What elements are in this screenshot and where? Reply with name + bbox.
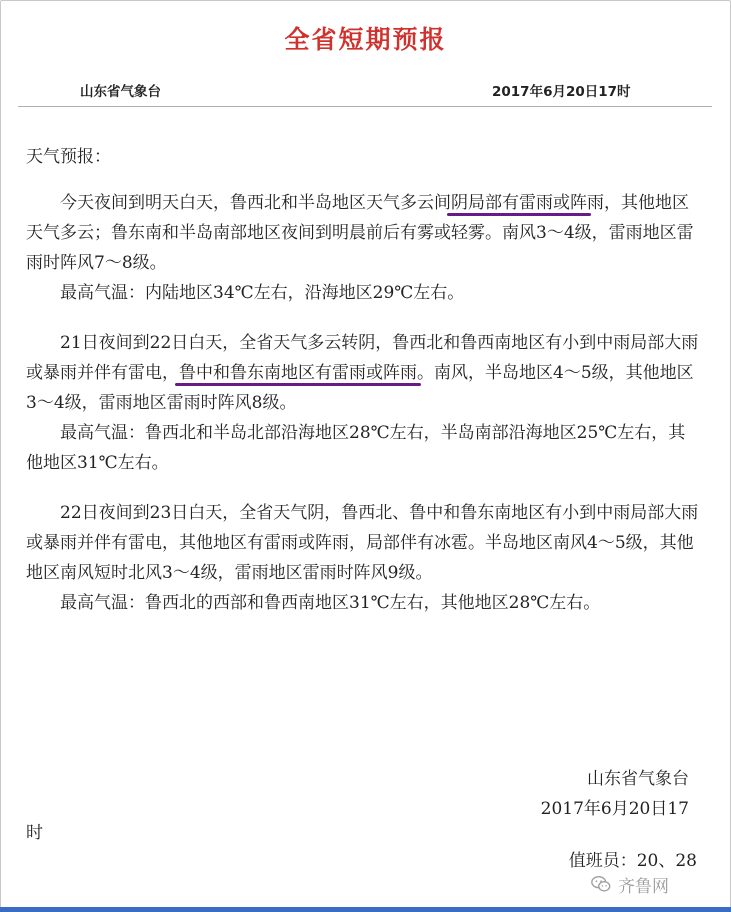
section2-highlight-2: 鲁中和鲁东南地区有雷雨或阵雨 bbox=[179, 363, 417, 383]
section1-highlight-1: 阴局部有雷雨或阵 bbox=[451, 193, 587, 213]
watermark-text: 齐鲁网 bbox=[618, 876, 669, 897]
section1-temperature: 最高气温：内陆地区34℃左右，沿海地区29℃左右。 bbox=[60, 283, 465, 303]
issuer-label: 山东省气象台 bbox=[80, 84, 161, 100]
section2-text-b: ， bbox=[162, 363, 179, 383]
section3-temperature: 最高气温：鲁西北的西部和鲁西南地区31℃左右，其他地区28℃左右。 bbox=[60, 593, 601, 613]
header-divider bbox=[18, 106, 712, 107]
duty-officer: 值班员：20、28 bbox=[568, 851, 697, 871]
signature-block bbox=[541, 764, 689, 824]
section1-text-a: 今天夜间到明天白天，鲁西北和半岛地区天气多云间 bbox=[60, 193, 451, 213]
forecast-heading: 天气预报： bbox=[26, 147, 111, 167]
section2-temperature: 最高气温：鲁西北和半岛北部沿海地区28℃左右，半岛南部沿海地区25℃左右，其他地区31℃左右。 bbox=[26, 423, 686, 473]
page-title: 全省短期预报 bbox=[284, 25, 447, 54]
section2-text-c: 。南风，半岛地区4～5级，其他地区3～4级，雷雨地区雷雨时阵风8级。 bbox=[26, 363, 694, 413]
section2-text-a: 21日夜间到22日白天，全省天气多云转阴， bbox=[60, 333, 393, 353]
signature-issuer: 山东省气象台 bbox=[587, 769, 689, 789]
wechat-icon bbox=[590, 873, 612, 895]
bottom-bar bbox=[0, 907, 731, 912]
signature-hour-suffix: 时 bbox=[26, 823, 43, 843]
section2-paragraph bbox=[26, 328, 700, 418]
watermark-logo bbox=[590, 870, 700, 898]
forecast-body bbox=[26, 142, 700, 618]
signature-date: 2017年6月20日17 bbox=[540, 799, 689, 819]
section2-highlight-1: 鲁西北和鲁西南地区有小到中雨局部大雨或暴雨并伴有雷电 bbox=[26, 333, 699, 383]
section1-text-b: 雨，其他地区天气多云；鲁东南和半岛南部地区夜间到明晨前后有雾或轻雾。南风3～4级，雷雨地区雷雨时阵风7～8级。 bbox=[26, 193, 694, 273]
section1-paragraph bbox=[26, 188, 700, 278]
section3-paragraph: 22日夜间到23日白天，全省天气阴，鲁西北、鲁中和鲁东南地区有小到中雨局部大雨或暴雨并伴有雷电，其他地区有雷雨或阵雨，局部伴有冰雹。半岛地区南风4～5级，其他地区南风短时北风3～4级，雷雨地区雷雨时阵风9级。 bbox=[26, 503, 699, 583]
issued-time: 2017年6月20日17时 bbox=[492, 84, 631, 100]
